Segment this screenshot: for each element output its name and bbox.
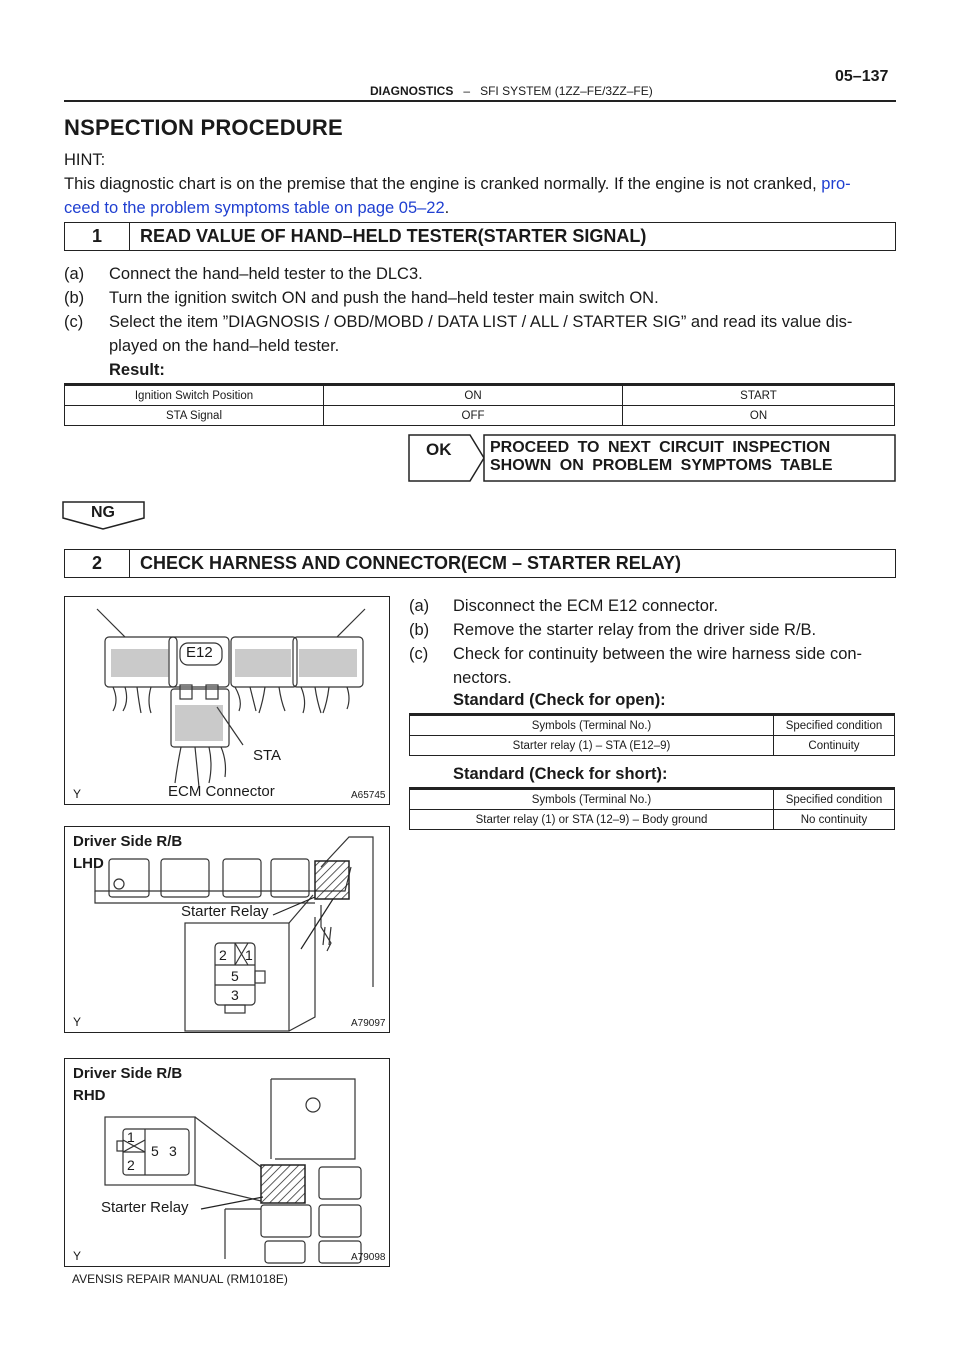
step2-item-b: Remove the starter relay from the driver side R/B. <box>453 621 817 639</box>
ecm-connector-drawing <box>65 597 389 804</box>
figure-title-line2: RHD <box>73 1087 106 1104</box>
pin-label-sta: STA <box>253 747 282 764</box>
relay-pin: 1 <box>245 947 253 963</box>
hint-label: HINT: <box>64 151 106 169</box>
step1-title: READ VALUE OF HAND–HELD TESTER(STARTER SIGNAL) <box>140 226 647 246</box>
step2-item-a-mark: (a) <box>409 597 430 615</box>
step2-number: 2 <box>65 550 130 577</box>
table-cell: No continuity <box>774 810 895 830</box>
step2-item-c-mark: (c) <box>409 645 429 663</box>
table-cell: STA Signal <box>65 406 324 426</box>
step1-item-b: Turn the ignition switch ON and push the hand–held tester main switch ON. <box>109 289 659 307</box>
hint-text: This diagnostic chart is on the premise that the engine is cranked normally. If the engine is not cranked, <box>64 175 817 193</box>
ng-label: NG <box>91 504 115 521</box>
table-row <box>410 736 895 756</box>
header-rule <box>64 100 896 102</box>
table-cell: Starter relay (1) – STA (E12–9) <box>410 736 774 756</box>
table-row <box>410 715 895 736</box>
table-row <box>65 406 895 426</box>
figure-mark: Y <box>73 1015 82 1029</box>
hint-link-part2[interactable]: ceed to the problem symptoms table on page 05–22 <box>64 199 445 217</box>
hint-line2 <box>64 196 449 220</box>
table-cell: Specified condition <box>774 715 895 736</box>
figure-mark: Y <box>73 1249 82 1263</box>
relay-hatched <box>261 1165 305 1203</box>
ok-result-line1: PROCEED TO NEXT CIRCUIT INSPECTION <box>490 439 831 456</box>
step1-item-a: Connect the hand–held tester to the DLC3. <box>109 265 423 283</box>
step2-item-b-mark: (b) <box>409 621 430 639</box>
step1-item-c-mark: (c) <box>64 313 84 331</box>
short-table <box>409 787 895 830</box>
open-table <box>409 713 895 756</box>
ok-result-line2: SHOWN ON PROBLEM SYMPTOMS TABLE <box>490 457 833 474</box>
relay-pin: 3 <box>169 1143 177 1159</box>
step1-item-a-mark: (a) <box>64 265 85 283</box>
figure-title-line1: Driver Side R/B <box>73 833 183 850</box>
figure-code: A79097 <box>351 1018 386 1029</box>
step2-title: CHECK HARNESS AND CONNECTOR(ECM – STARTER RELAY) <box>140 553 682 573</box>
table-cell: OFF <box>324 406 623 426</box>
relay-pin: 2 <box>127 1157 135 1173</box>
step1-item-c: Select the item ”DIAGNOSIS / OBD/MOBD / DATA LIST / ALL / STARTER SIG” and read its value dis- <box>109 313 853 331</box>
page-title: NSPECTION PROCEDURE <box>64 115 343 140</box>
figure-rb-lhd <box>64 826 390 1033</box>
step2-item-c-cont: nectors. <box>453 669 512 687</box>
starter-relay-label: Starter Relay <box>101 1199 189 1216</box>
table-cell: Specified condition <box>774 789 895 810</box>
starter-relay-label: Starter Relay <box>181 903 269 920</box>
figure-code: A79098 <box>351 1252 386 1263</box>
figure-code: A65745 <box>351 790 386 801</box>
step1-item-b-mark: (b) <box>64 289 85 307</box>
hint-end: . <box>444 199 450 217</box>
figure-mark: Y <box>73 787 82 801</box>
table-row <box>410 810 895 830</box>
step2-item-c: Check for continuity between the wire harness side con- <box>453 645 863 663</box>
hint-line1 <box>64 172 899 196</box>
result-table <box>64 383 895 426</box>
table-row <box>65 385 895 406</box>
ok-result-text <box>490 439 833 475</box>
short-standard-label: Standard (Check for short): <box>453 765 668 783</box>
figure-title-lhd <box>73 831 182 875</box>
figure-caption-ecm: ECM Connector <box>168 783 275 800</box>
ok-label: OK <box>426 440 452 459</box>
figure-title-line1: Driver Side R/B <box>73 1065 183 1082</box>
table-cell: Ignition Switch Position <box>65 385 324 406</box>
hint-link-part1[interactable]: pro- <box>821 175 851 193</box>
figure-rb-rhd <box>64 1058 390 1267</box>
page-number: 05–137 <box>835 68 889 85</box>
relay-pin: 5 <box>151 1143 159 1159</box>
open-standard-label: Standard (Check for open): <box>453 691 666 709</box>
relay-pin: 1 <box>127 1129 135 1145</box>
table-cell: Continuity <box>774 736 895 756</box>
footer-text: AVENSIS REPAIR MANUAL (RM1018E) <box>72 1272 288 1286</box>
relay-pin: 2 <box>219 947 227 963</box>
table-cell: ON <box>623 406 895 426</box>
table-cell: Symbols (Terminal No.) <box>410 715 774 736</box>
header-section: DIAGNOSTICS <box>370 84 454 98</box>
running-header <box>370 84 653 98</box>
figure-ecm-connector <box>64 596 390 805</box>
table-cell: Starter relay (1) or STA (12–9) – Body ground <box>410 810 774 830</box>
connector-label-e12: E12 <box>186 644 213 661</box>
table-cell: START <box>623 385 895 406</box>
header-dash: – <box>463 84 471 98</box>
figure-title-line2: LHD <box>73 855 104 872</box>
step1-item-c-cont: played on the hand–held tester. <box>109 337 340 355</box>
relay-pin: 3 <box>231 987 239 1003</box>
table-row <box>410 789 895 810</box>
step2-item-a: Disconnect the ECM E12 connector. <box>453 597 719 615</box>
step1-header <box>64 222 896 251</box>
relay-pin: 5 <box>231 968 239 984</box>
figure-title-rhd <box>73 1063 182 1107</box>
table-cell: Symbols (Terminal No.) <box>410 789 774 810</box>
header-system: SFI SYSTEM (1ZZ–FE/3ZZ–FE) <box>480 84 653 98</box>
step1-number: 1 <box>65 223 130 250</box>
step2-header <box>64 549 896 578</box>
relay-hatched <box>315 861 349 899</box>
table-cell: ON <box>324 385 623 406</box>
result-label: Result: <box>109 361 165 379</box>
